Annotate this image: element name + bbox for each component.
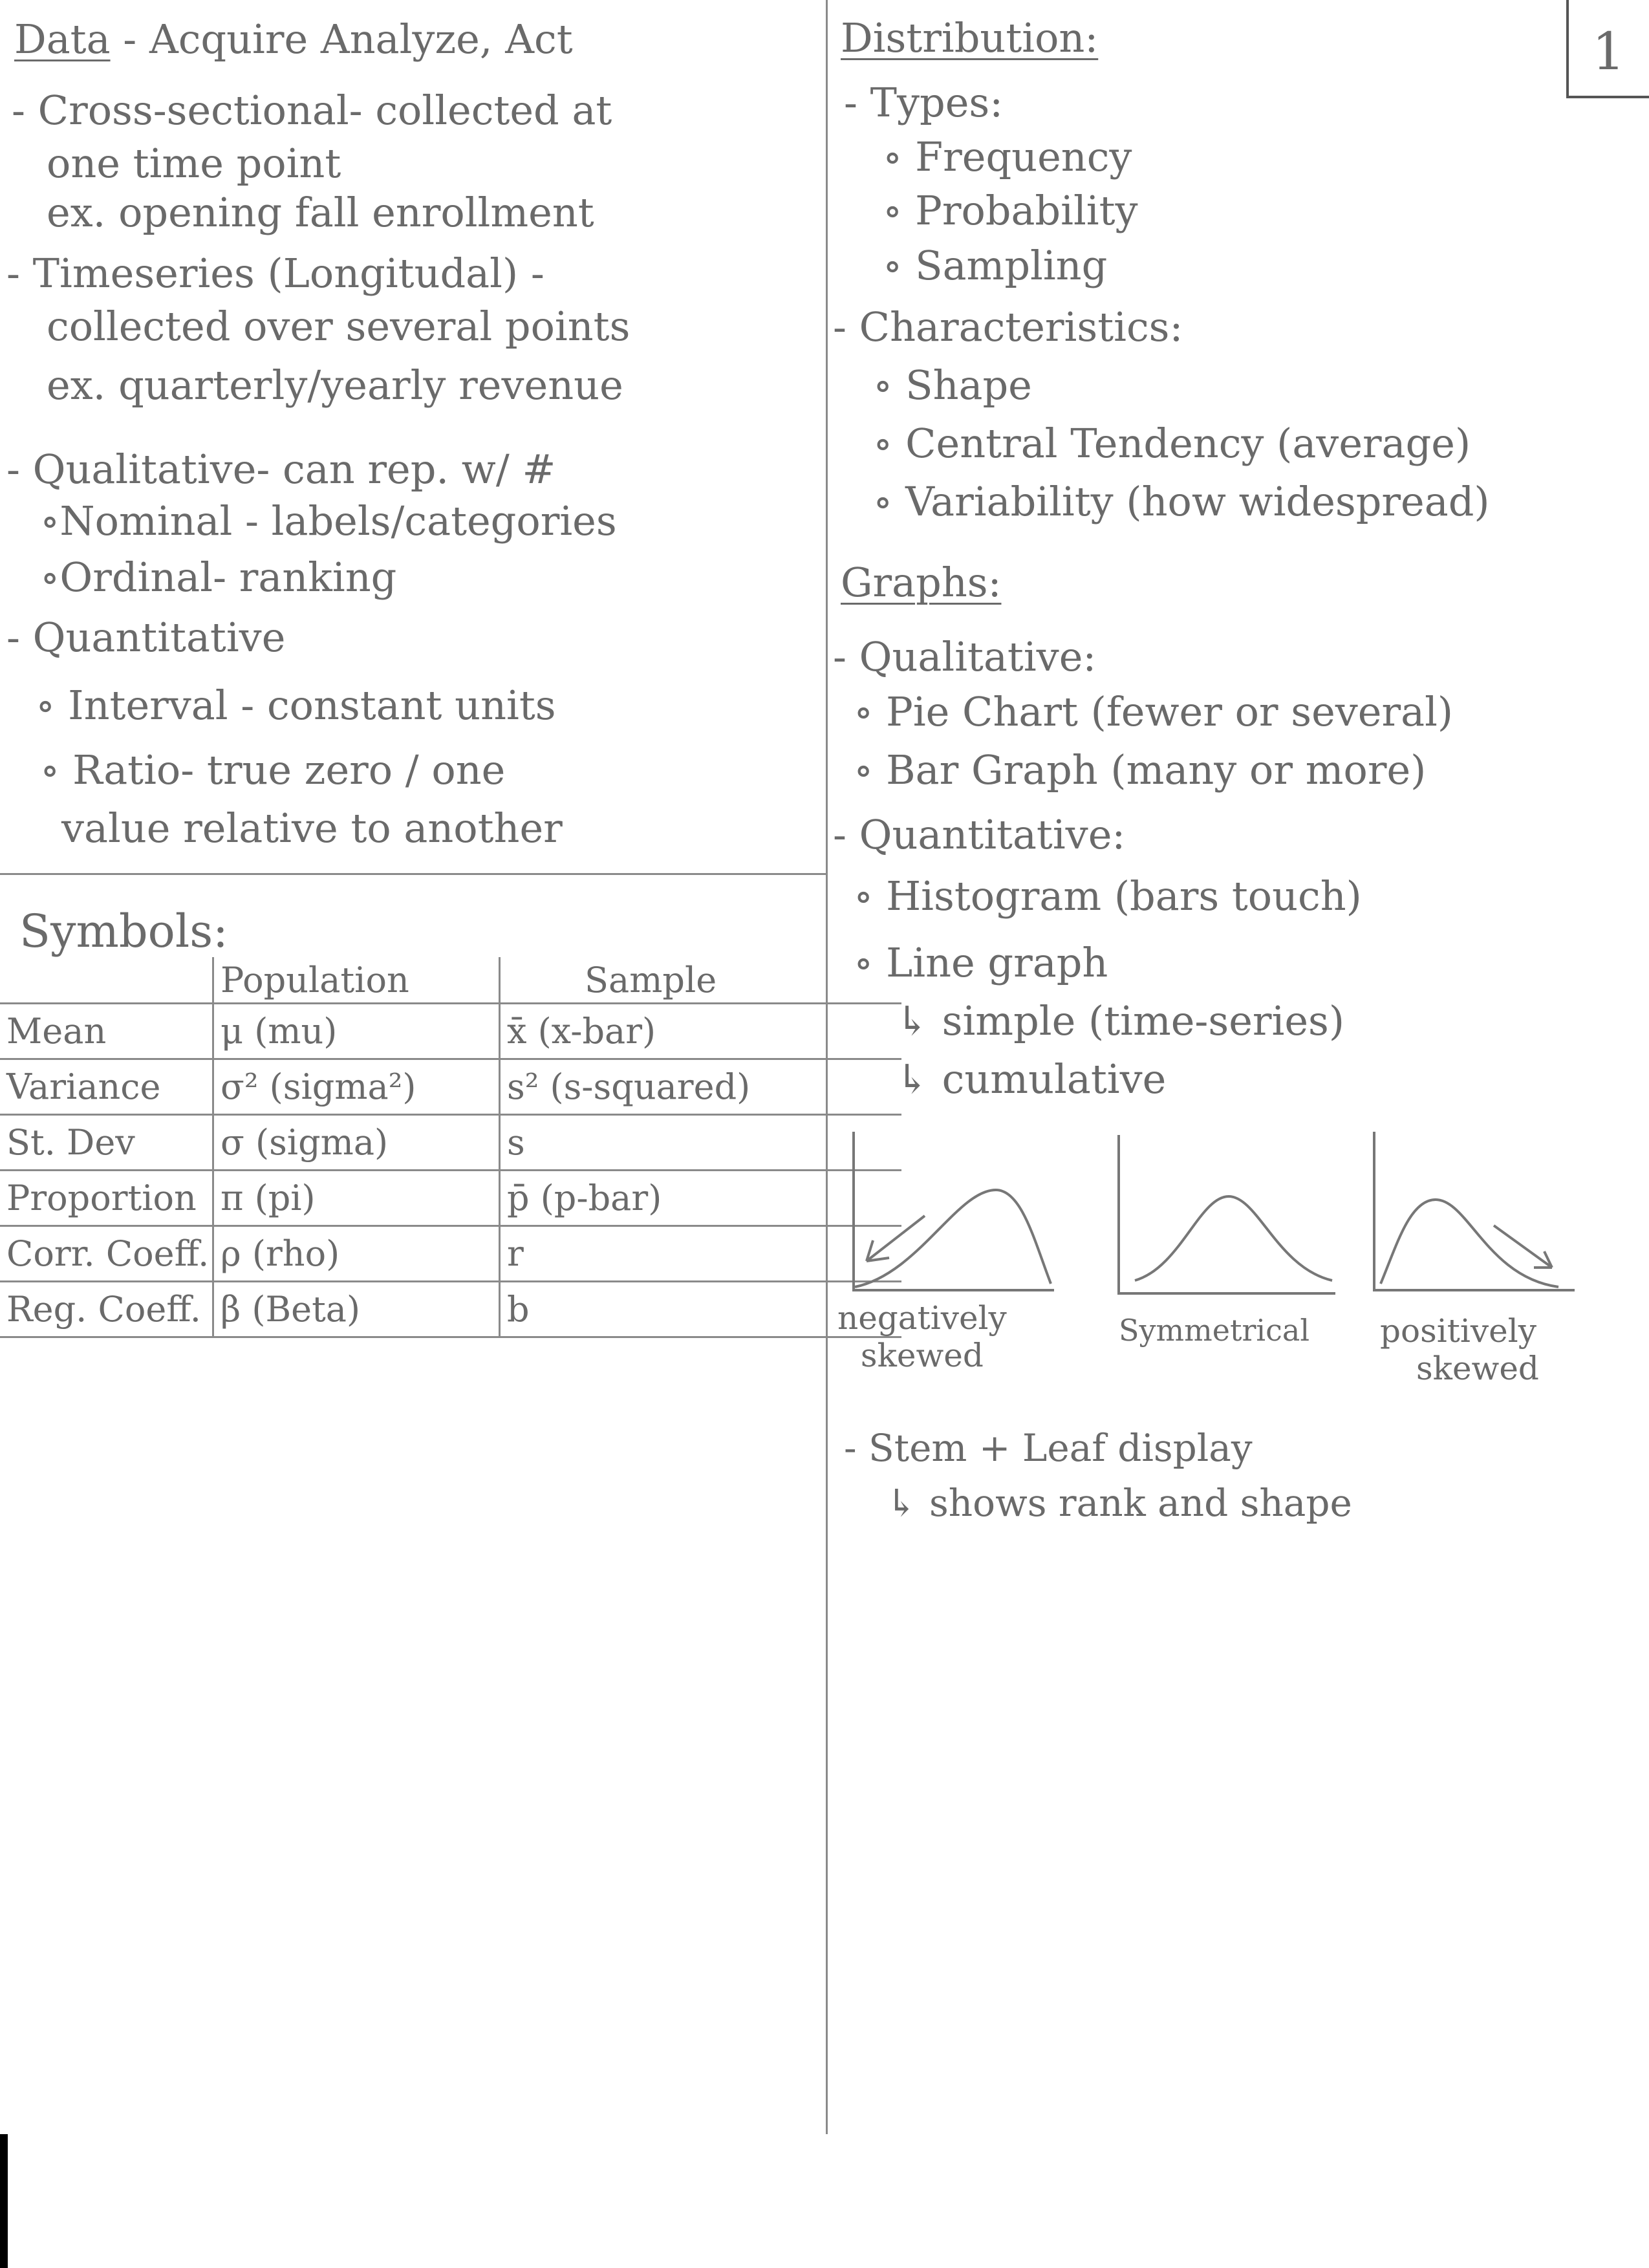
table-row [0, 1059, 901, 1115]
graphs-line: ∘ Bar Graph (many or more) [854, 746, 1427, 794]
data-line: value relative to another [61, 805, 563, 852]
positively-skewed-label [1377, 1313, 1539, 1387]
data-line: - Cross-sectional- collected at [12, 87, 612, 134]
row-label: Proportion [0, 1171, 213, 1226]
stem-leaf-line: ↳ shows rank and shape [886, 1481, 1352, 1525]
graphs-line: ∘ Histogram (bars touch) [854, 872, 1362, 920]
distribution-line: ∘ Probability [883, 187, 1138, 234]
row-label: St. Dev [0, 1115, 213, 1171]
data-line: - Timeseries (Longitudal) - [6, 250, 544, 297]
symbols-header-row [0, 957, 901, 1004]
distribution-line: ∘ Frequency [883, 133, 1132, 180]
left-section-divider [0, 873, 826, 875]
data-line: ∘ Ratio- true zero / one [40, 746, 506, 794]
positively-skewed-label-line2: skewed [1416, 1349, 1539, 1387]
table-row [0, 1282, 901, 1337]
sample-symbol: s² (s-squared) [500, 1059, 902, 1115]
data-line: - Qualitative- can rep. w/ # [6, 446, 556, 493]
page-number: 1 [1592, 21, 1625, 81]
symbols-header-population: Population [213, 957, 500, 1004]
data-title: Data [14, 16, 111, 63]
symmetrical-sketch [1109, 1132, 1342, 1300]
table-row [0, 1115, 901, 1171]
symbols-table [0, 957, 901, 1338]
population-symbol: μ (mu) [213, 1004, 500, 1059]
data-line: collected over several points [47, 303, 630, 350]
positively-skewed-label-line1: positively [1380, 1312, 1536, 1350]
symbols-header-blank [0, 957, 213, 1004]
data-title-suffix: - Acquire Analyze, Act [123, 16, 573, 63]
stem-leaf-line: - Stem + Leaf display [844, 1426, 1253, 1470]
negatively-skewed-label [837, 1300, 1007, 1374]
graphs-line: ∘ Pie Chart (fewer or several) [854, 688, 1454, 735]
distribution-title: Distribution: [841, 14, 1099, 61]
negatively-skewed-label-line1: negatively [837, 1299, 1007, 1337]
table-row [0, 1171, 901, 1226]
graphs-line: - Quantitative: [833, 811, 1126, 858]
data-line: one time point [47, 140, 341, 187]
distribution-line: - Types: [844, 79, 1004, 126]
data-line: ∘ Interval - constant units [36, 682, 556, 729]
symbols-title: Symbols: [19, 905, 228, 958]
data-line: ex. opening fall enrollment [47, 189, 594, 236]
population-symbol: ρ (rho) [213, 1226, 500, 1282]
population-symbol: π (pi) [213, 1171, 500, 1226]
distribution-line: ∘ Sampling [883, 242, 1108, 289]
table-row [0, 1226, 901, 1282]
row-label: Variance [0, 1059, 213, 1115]
graphs-line: ↳ simple (time-series) [896, 997, 1345, 1044]
data-line: ex. quarterly/yearly revenue [47, 362, 623, 409]
sample-symbol: p̄ (p-bar) [500, 1171, 902, 1226]
distribution-line: ∘ Variability (how widespread) [873, 478, 1490, 525]
population-symbol: β (Beta) [213, 1282, 500, 1337]
distribution-line: ∘ Shape [873, 362, 1032, 409]
population-symbol: σ² (sigma²) [213, 1059, 500, 1115]
population-symbol: σ (sigma) [213, 1115, 500, 1171]
scan-edge [0, 2134, 8, 2268]
table-row [0, 1004, 901, 1059]
sample-symbol: b [500, 1282, 902, 1337]
data-heading [14, 16, 573, 63]
positively-skewed-sketch [1364, 1129, 1578, 1300]
graphs-line: ↳ cumulative [896, 1055, 1167, 1103]
negatively-skewed-label-line2: skewed [860, 1336, 984, 1374]
row-label: Mean [0, 1004, 213, 1059]
graphs-line: - Qualitative: [833, 633, 1097, 680]
symmetrical-label-line1: Symmetrical [1119, 1313, 1310, 1348]
row-label: Reg. Coeff. [0, 1282, 213, 1337]
sample-symbol: s [500, 1115, 902, 1171]
symbols-header-sample: Sample [585, 959, 717, 1000]
graphs-line: ∘ Line graph [854, 939, 1108, 986]
data-line: - Quantitative [6, 614, 286, 661]
data-line: ∘Nominal - labels/categories [40, 497, 617, 545]
distribution-line: ∘ Central Tendency (average) [873, 420, 1471, 467]
distribution-line: - Characteristics: [833, 303, 1183, 351]
negatively-skewed-sketch [841, 1125, 1061, 1300]
symmetrical-label [1119, 1313, 1310, 1348]
sample-symbol: x̄ (x-bar) [500, 1004, 902, 1059]
sample-symbol: r [500, 1226, 902, 1282]
row-label: Corr. Coeff. [0, 1226, 213, 1282]
data-line: ∘Ordinal- ranking [40, 554, 397, 601]
graphs-title: Graphs: [841, 559, 1002, 606]
